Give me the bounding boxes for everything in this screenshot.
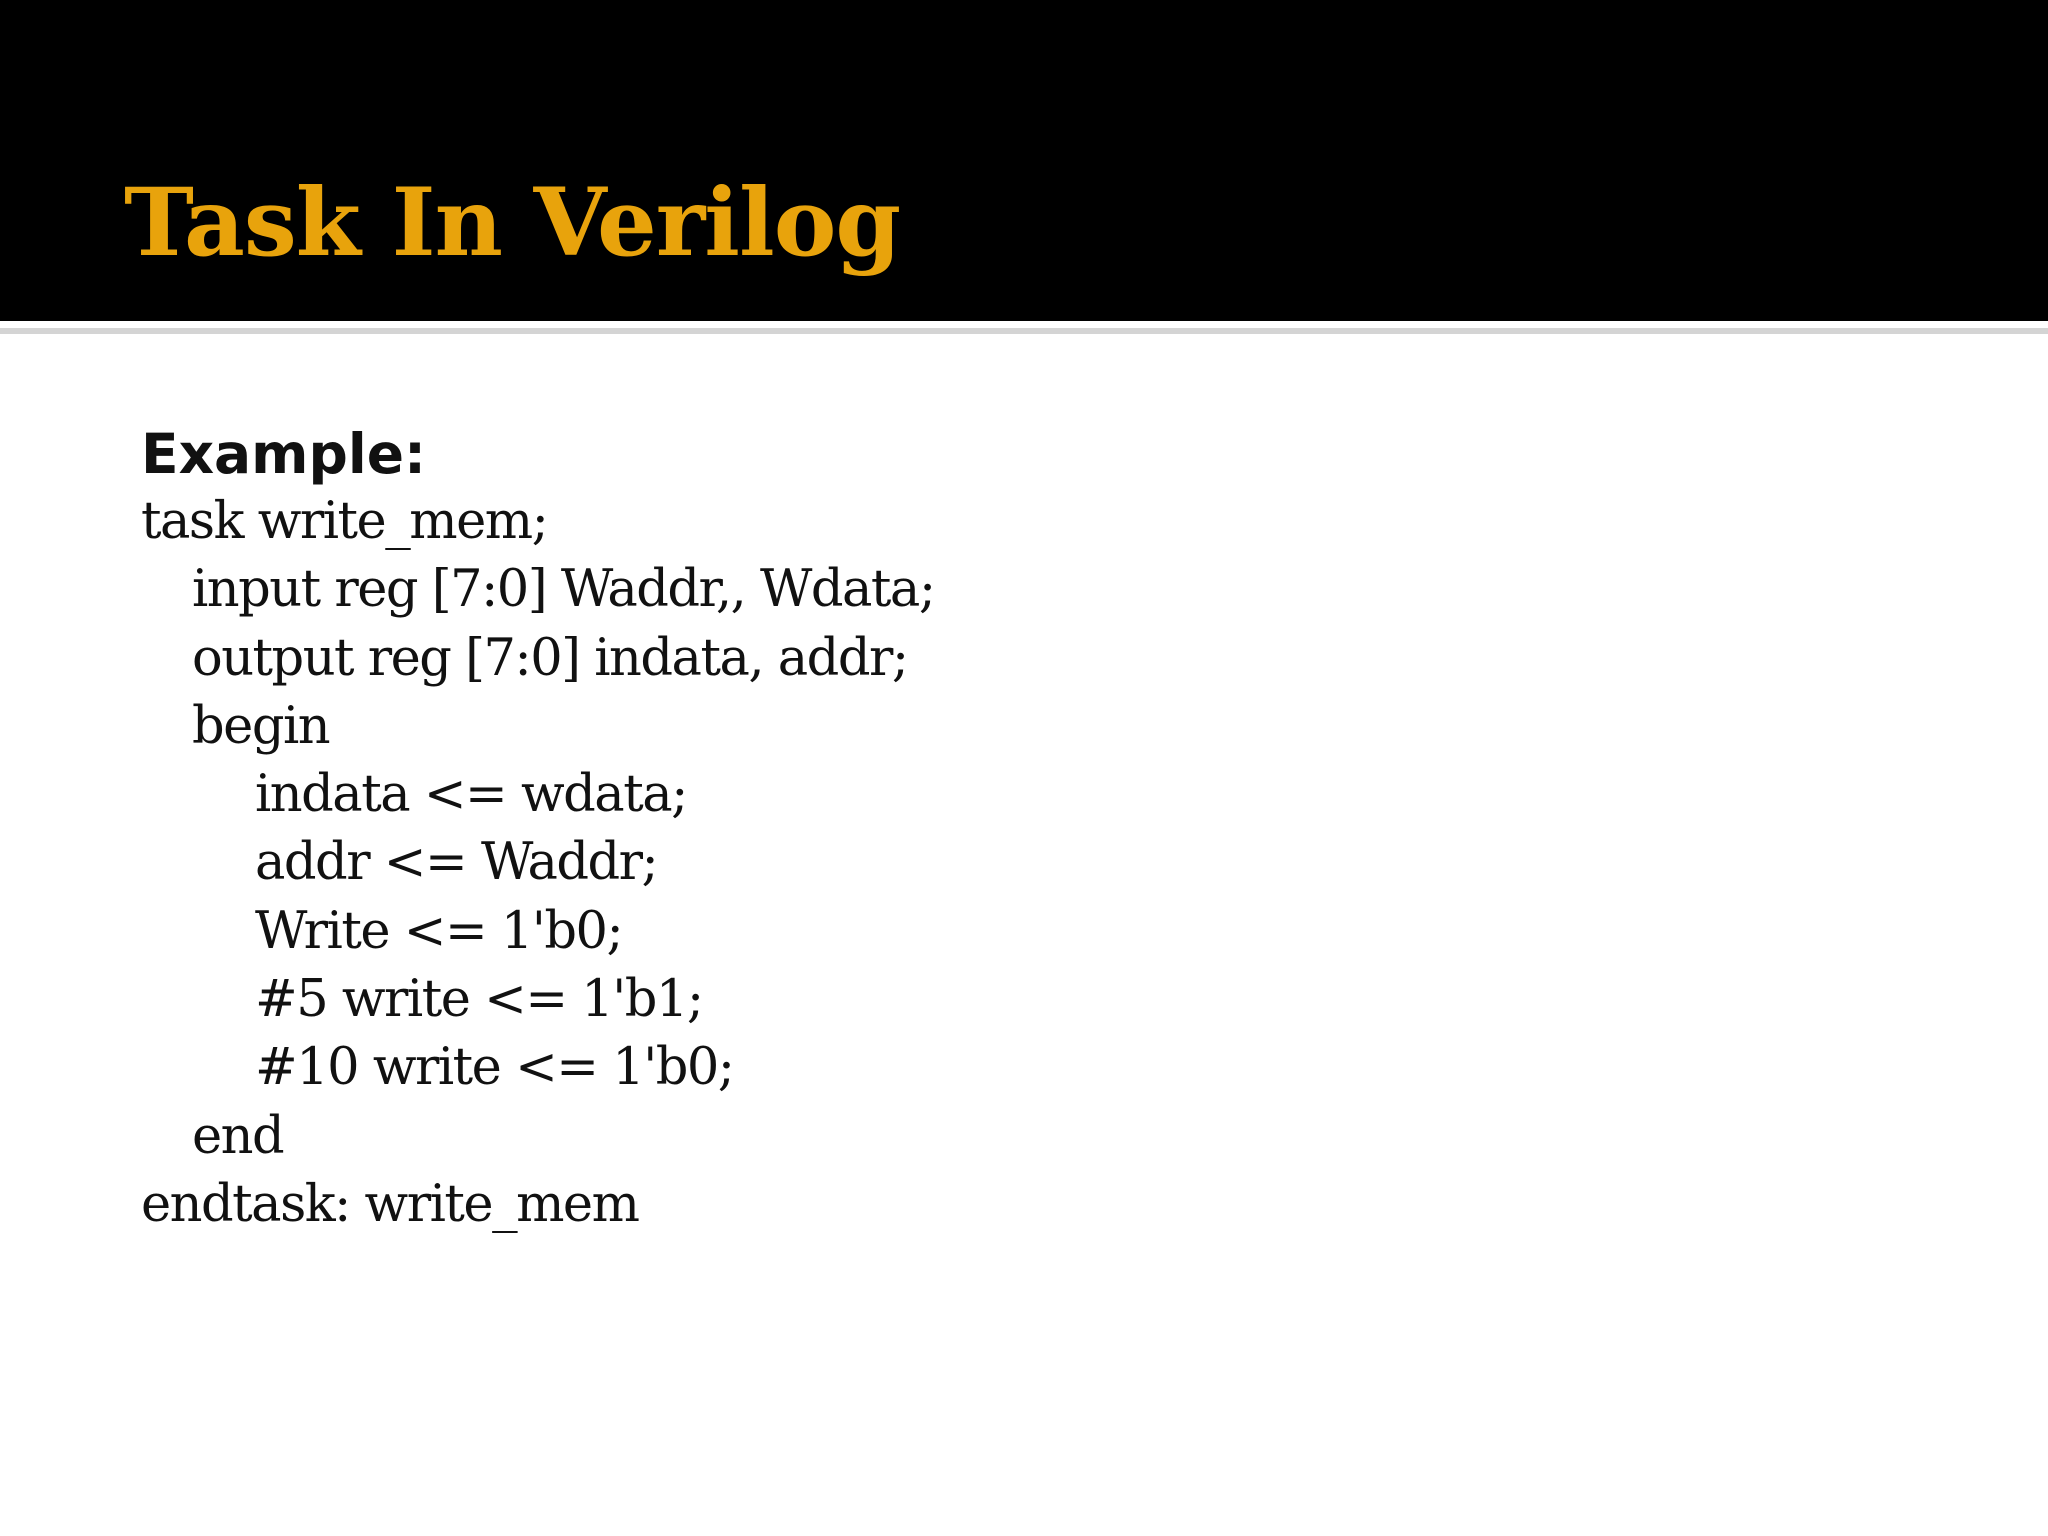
code-line: begin — [192, 696, 330, 756]
code-line: output reg [7:0] indata, addr; — [192, 628, 908, 688]
title-divider — [0, 328, 2048, 334]
code-line: endtask: write_mem — [141, 1174, 639, 1234]
title-bar — [0, 0, 2048, 321]
code-line: end — [192, 1106, 284, 1166]
code-line: #10 write <= 1'b0; — [255, 1038, 734, 1098]
code-line: #5 write <= 1'b1; — [255, 970, 703, 1030]
slide-body — [141, 420, 1841, 1239]
slide-title: Task In Verilog — [124, 168, 901, 278]
code-line: indata <= wdata; — [255, 765, 687, 825]
code-line: Write <= 1'b0; — [255, 901, 623, 961]
code-line: addr <= Waddr; — [255, 833, 658, 893]
code-line: input reg [7:0] Waddr,, Wdata; — [192, 560, 935, 620]
code-line: task write_mem; — [141, 492, 548, 551]
example-heading: Example: — [141, 422, 426, 486]
